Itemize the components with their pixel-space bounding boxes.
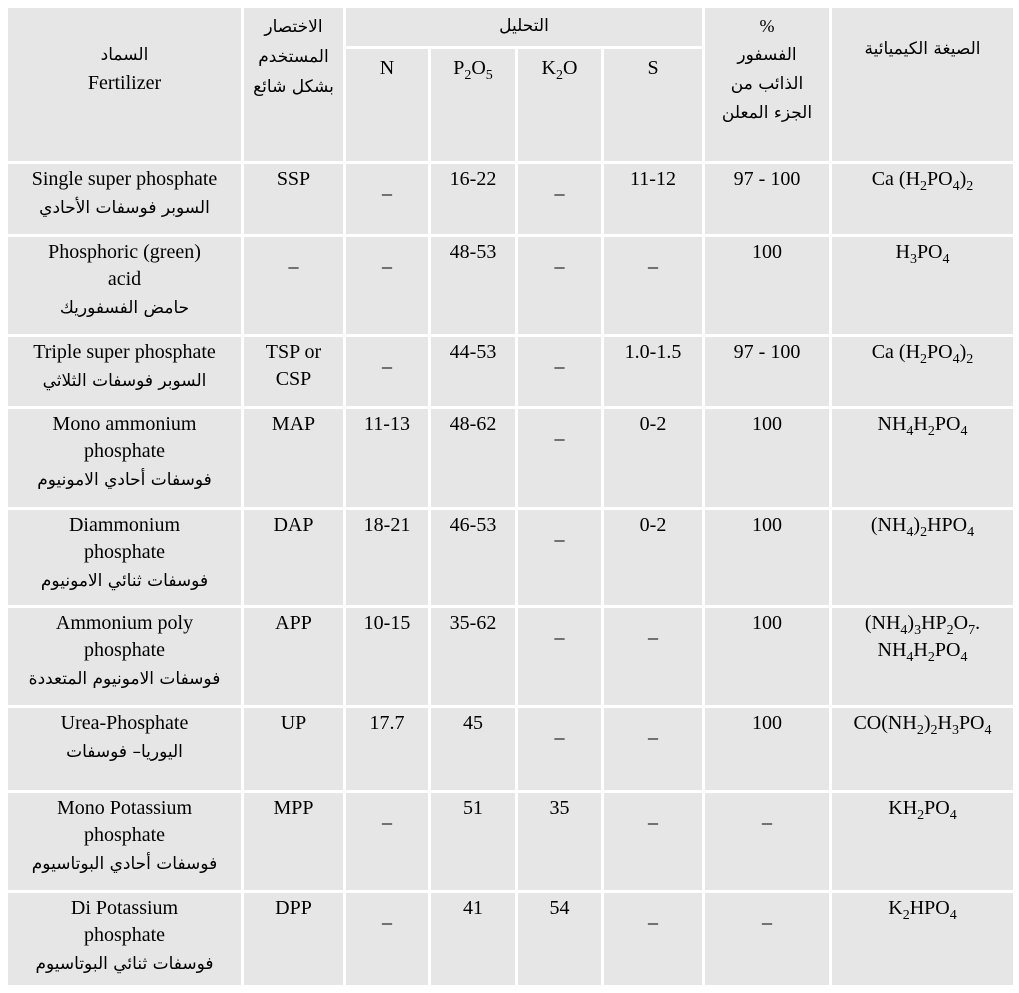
fertilizer-name-ar: اليوريا– فوسفات — [66, 742, 183, 762]
table-cell-s — [604, 510, 702, 605]
fertilizer-name-en: Single super phosphate — [31, 168, 218, 190]
table-cell-abbr — [244, 708, 343, 790]
fertilizer-abbreviation: _ — [288, 249, 299, 271]
table-cell-s — [604, 337, 702, 406]
fertilizer-name-ar: فوسفات الامونيوم المتعددة — [28, 669, 221, 689]
header-s — [604, 49, 702, 161]
table-cell-k2o — [518, 409, 601, 507]
value-k2o: _ — [554, 249, 565, 271]
value-k2o: _ — [554, 720, 565, 742]
value-s: 1.0-1.5 — [624, 341, 682, 363]
value-n: _ — [382, 176, 392, 198]
value-n: _ — [382, 249, 392, 271]
table-cell-p2o5 — [431, 793, 515, 890]
value-p2o5: 48-53 — [449, 241, 497, 263]
header-k2o — [518, 49, 601, 161]
value-soluble: 97 - 100 — [733, 341, 801, 363]
fertilizer-name-en: Di Potassium — [70, 897, 179, 919]
fertilizer-name-en: phosphate — [83, 541, 166, 563]
value-s: _ — [648, 249, 658, 271]
value-s: 0-2 — [639, 413, 667, 435]
table-cell-name — [8, 893, 241, 985]
header-abbreviation-line-2: المستخدم — [258, 47, 329, 67]
table-cell-s — [604, 409, 702, 507]
table-cell-formula — [832, 409, 1013, 507]
value-s: _ — [648, 905, 658, 927]
table-cell-p2o5 — [431, 893, 515, 985]
table-cell-k2o — [518, 337, 601, 406]
table-cell-n — [346, 793, 428, 890]
table-cell-s — [604, 793, 702, 890]
fertilizer-name-en: Ammonium poly — [55, 612, 194, 634]
table-cell-formula — [832, 164, 1013, 234]
chemical-formula: Ca $(H_2PO_4)_2$ — [871, 168, 974, 194]
fertilizer-abbreviation: DAP — [273, 514, 314, 536]
table-cell-k2o — [518, 608, 601, 705]
value-soluble: 100 — [752, 712, 782, 734]
value-p2o5: 48-62 — [449, 413, 497, 435]
table-cell-name — [8, 237, 241, 334]
table-cell-formula — [832, 793, 1013, 890]
table-cell-k2o — [518, 708, 601, 790]
header-p2o5 — [431, 49, 515, 161]
value-soluble: _ — [762, 905, 772, 927]
value-k2o: 54 — [549, 897, 570, 919]
fertilizer-name-en: Mono ammonium — [52, 413, 197, 435]
value-n: _ — [382, 905, 392, 927]
fertilizer-abbreviation: CSP — [275, 368, 312, 390]
chemical-formula: $NH_4H_2PO_4$ — [877, 639, 968, 665]
table-cell-k2o — [518, 793, 601, 890]
header-formula — [832, 8, 1013, 161]
table-cell-s — [604, 708, 702, 790]
value-n: _ — [382, 805, 392, 827]
value-p2o5: 41 — [463, 897, 483, 919]
table-cell-name — [8, 510, 241, 605]
chemical-formula: $(NH_4)_3HP_2O_7$. — [864, 612, 981, 638]
fertilizer-name-en: Diammonium — [68, 514, 181, 536]
value-k2o: _ — [554, 620, 565, 642]
chemical-formula: $CO(NH_2)_2H_3PO_4$ — [853, 712, 992, 738]
table-cell-abbr — [244, 793, 343, 890]
value-s: 11-12 — [630, 168, 676, 190]
table-cell-k2o — [518, 237, 601, 334]
fertilizer-abbreviation: SSP — [276, 168, 311, 190]
table-cell-s — [604, 893, 702, 985]
table-cell-k2o — [518, 510, 601, 605]
table-cell-k2o — [518, 164, 601, 234]
value-n: 11-13 — [364, 413, 410, 435]
table-cell-soluble — [705, 893, 829, 985]
fertilizer-name-ar: فوسفات أحادي البوتاسيوم — [31, 854, 218, 874]
chemical-formula: $KH_2PO_4$ — [888, 797, 957, 823]
header-n-label: N — [379, 57, 395, 79]
chemical-formula: Ca $(H_2PO_4)_2$ — [871, 341, 974, 367]
table-cell-s — [604, 608, 702, 705]
fertilizer-name-ar: فوسفات ثنائي الامونيوم — [40, 571, 209, 591]
value-p2o5: 51 — [463, 797, 483, 819]
fertilizer-name-ar: حامض الفسفوريك — [59, 298, 190, 318]
value-soluble: 100 — [752, 612, 782, 634]
table-cell-soluble — [705, 337, 829, 406]
fertilizer-name-ar: فوسفات أحادي الامونيوم — [37, 470, 212, 490]
header-soluble-line-2: الذائب من — [730, 74, 804, 94]
value-s: _ — [648, 805, 658, 827]
value-soluble: _ — [762, 805, 772, 827]
header-analysis — [346, 8, 702, 46]
table-cell-name — [8, 164, 241, 234]
table-cell-n — [346, 164, 428, 234]
value-s: 0-2 — [639, 514, 667, 536]
header-soluble-phosphorus — [705, 8, 829, 161]
table-cell-n — [346, 893, 428, 985]
table-cell-soluble — [705, 793, 829, 890]
header-soluble-line-3: الجزء المعلن — [721, 103, 813, 123]
value-k2o: 35 — [549, 797, 570, 819]
fertilizer-name-en: Triple super phosphate — [33, 341, 216, 363]
header-analysis-label: التحليل — [499, 16, 549, 36]
header-soluble-percent: % — [759, 16, 775, 36]
fertilizer-name-en: phosphate — [83, 924, 166, 946]
header-fertilizer-ar: السماد — [100, 45, 149, 65]
value-s: _ — [648, 720, 658, 742]
table-cell-p2o5 — [431, 608, 515, 705]
table-cell-p2o5 — [431, 409, 515, 507]
table-cell-abbr — [244, 893, 343, 985]
chemical-formula: $K_2HPO_4$ — [888, 897, 957, 923]
chemical-formula: $(NH_4)_2HPO_4$ — [870, 514, 975, 540]
chemical-formula: $H_3PO_4$ — [895, 241, 950, 267]
table-cell-soluble — [705, 409, 829, 507]
table-cell-name — [8, 337, 241, 406]
fertilizer-name-ar: السوبر فوسفات الأحادي — [39, 198, 210, 218]
table-cell-name — [8, 793, 241, 890]
header-s-label: S — [647, 57, 659, 79]
value-p2o5: 16-22 — [449, 168, 497, 190]
table-cell-formula — [832, 608, 1013, 705]
table-cell-soluble — [705, 708, 829, 790]
fertilizer-abbreviation: DPP — [275, 897, 312, 919]
header-n — [346, 49, 428, 161]
table-cell-n — [346, 608, 428, 705]
fertilizer-abbreviation: MPP — [273, 797, 314, 819]
table-cell-formula — [832, 337, 1013, 406]
table-cell-n — [346, 237, 428, 334]
fertilizer-name-ar: فوسفات ثنائي البوتاسيوم — [35, 954, 214, 974]
fertilizer-name-en: acid — [107, 268, 142, 290]
fertilizer-name-en: Mono Potassium — [56, 797, 193, 819]
value-n: 18-21 — [363, 514, 411, 536]
header-k2o-label: $K_2O$ — [541, 57, 578, 83]
value-p2o5: 46-53 — [449, 514, 497, 536]
value-soluble: 100 — [752, 241, 782, 263]
table-cell-k2o — [518, 893, 601, 985]
table-cell-soluble — [705, 164, 829, 234]
fertilizer-name-en: phosphate — [83, 440, 166, 462]
header-p2o5-label: $P_2O_5$ — [453, 57, 493, 83]
table-cell-soluble — [705, 237, 829, 334]
fertilizer-name-en: Urea-Phosphate — [60, 712, 189, 734]
value-n: _ — [382, 349, 392, 371]
fertilizer-abbreviation: MAP — [271, 413, 316, 435]
table-cell-p2o5 — [431, 337, 515, 406]
table-cell-formula — [832, 708, 1013, 790]
header-abbreviation-line-3: بشكل شائع — [253, 77, 334, 97]
value-n: 17.7 — [369, 712, 405, 734]
table-cell-abbr — [244, 510, 343, 605]
table-cell-formula — [832, 237, 1013, 334]
table-cell-abbr — [244, 608, 343, 705]
value-p2o5: 45 — [463, 712, 483, 734]
table-cell-p2o5 — [431, 708, 515, 790]
header-abbreviation-line-1: الاختصار — [264, 17, 323, 37]
value-soluble: 100 — [752, 413, 782, 435]
fertilizer-abbreviation: APP — [275, 612, 312, 634]
value-n: 10-15 — [363, 612, 411, 634]
value-soluble: 100 — [752, 514, 782, 536]
table-cell-formula — [832, 893, 1013, 985]
table-cell-formula — [832, 510, 1013, 605]
header-fertilizer-en: Fertilizer — [87, 72, 162, 94]
table-cell-s — [604, 164, 702, 234]
table-cell-name — [8, 708, 241, 790]
header-abbreviation — [244, 8, 343, 161]
table-cell-s — [604, 237, 702, 334]
table-cell-name — [8, 608, 241, 705]
fertilizer-name-ar: السوبر فوسفات الثلاثي — [42, 371, 207, 391]
table-cell-n — [346, 708, 428, 790]
chemical-formula: $NH_4H_2PO_4$ — [877, 413, 968, 439]
value-k2o: _ — [554, 176, 565, 198]
table-cell-abbr — [244, 337, 343, 406]
fertilizer-abbreviation: TSP or — [265, 341, 322, 363]
fertilizer-abbreviation: UP — [280, 712, 307, 734]
value-k2o: _ — [554, 522, 565, 544]
value-k2o: _ — [554, 349, 565, 371]
table-cell-p2o5 — [431, 237, 515, 334]
table-cell-abbr — [244, 164, 343, 234]
value-s: _ — [648, 620, 658, 642]
table-cell-abbr — [244, 409, 343, 507]
table-cell-p2o5 — [431, 164, 515, 234]
header-fertilizer — [8, 8, 241, 161]
fertilizer-name-en: Phosphoric (green) — [48, 241, 201, 263]
header-soluble-line-1: الفسفور — [737, 45, 797, 65]
table-cell-p2o5 — [431, 510, 515, 605]
table-cell-abbr — [244, 237, 343, 334]
fertilizer-name-en: phosphate — [83, 824, 166, 846]
header-formula-label: الصيغة الكيميائية — [864, 39, 981, 59]
table-cell-n — [346, 409, 428, 507]
table-cell-soluble — [705, 510, 829, 605]
table-cell-soluble — [705, 608, 829, 705]
value-k2o: _ — [554, 421, 565, 443]
table-cell-n — [346, 510, 428, 605]
value-p2o5: 35-62 — [449, 612, 497, 634]
value-soluble: 97 - 100 — [733, 168, 801, 190]
fertilizer-name-en: phosphate — [83, 639, 166, 661]
value-p2o5: 44-53 — [449, 341, 497, 363]
table-cell-n — [346, 337, 428, 406]
table-cell-name — [8, 409, 241, 507]
